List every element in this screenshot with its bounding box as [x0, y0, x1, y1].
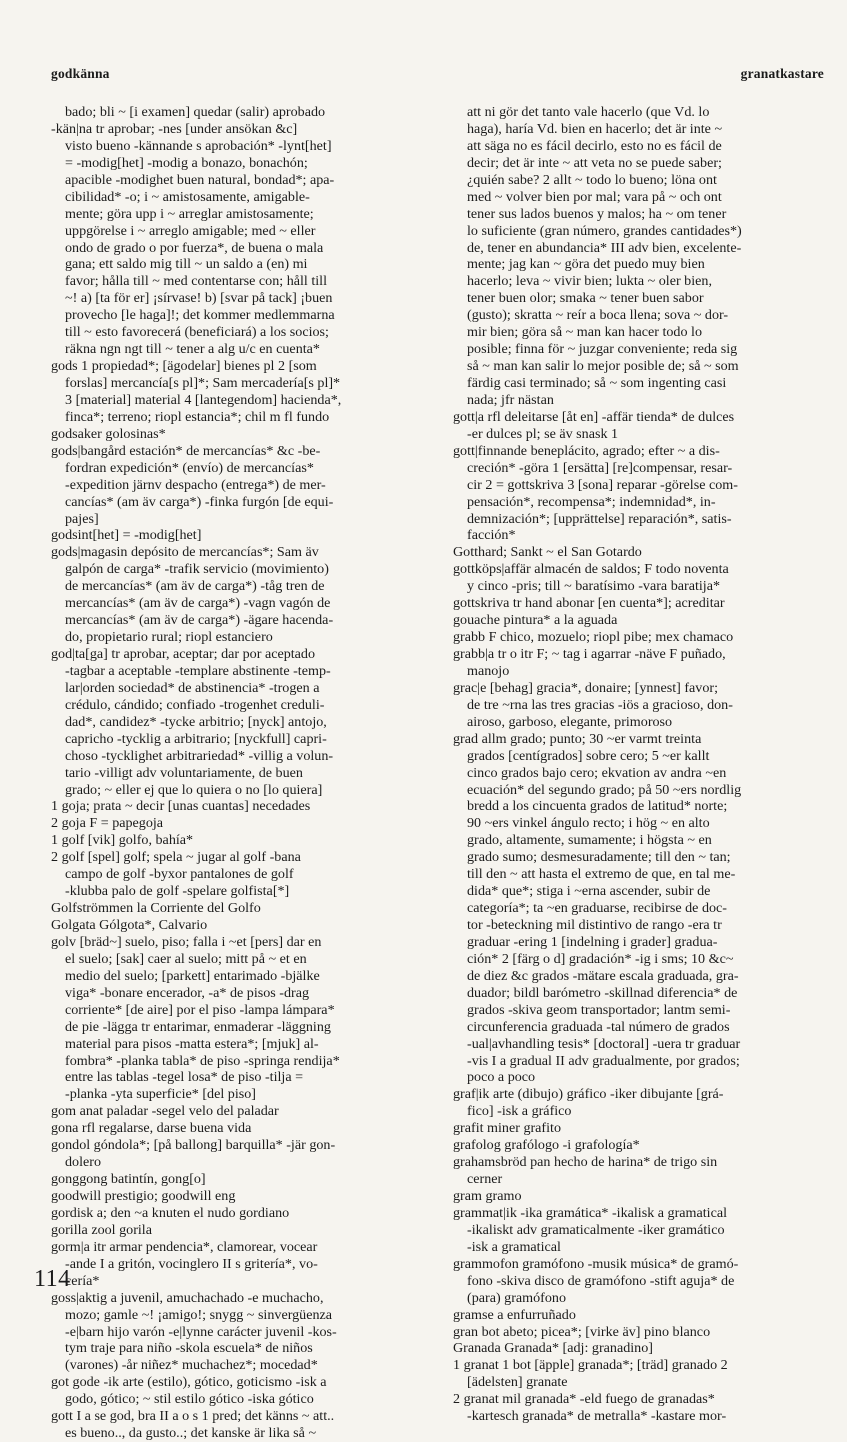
entry-line: el suelo; [sak] caer al suelo; mitt på ~ et en — [65, 950, 307, 967]
right-column — [453, 104, 826, 1425]
entry-line: graf|ik arte (dibujo) gráfico -iker dibujante [grá- — [453, 1086, 724, 1103]
entry-line: tym traje para niño -skola escuela* de niños — [65, 1340, 313, 1357]
entry-line: y cinco -pris; till ~ baratísimo -vara baratija* — [467, 578, 721, 595]
entry-line: gott|finnande beneplácito, agrado; efter ~ a dis- — [453, 442, 720, 459]
left-column — [51, 104, 411, 1442]
entry-line: godsint[het] = -modig[het] — [51, 527, 202, 544]
entry-line: forslas] mercancía[s pl]*; Sam mercadería[s pl]* — [65, 375, 341, 391]
entry-line: grafit miner grafito — [453, 1120, 562, 1137]
entry-line: do, propietario rural; riopl estanciero — [65, 629, 273, 646]
entry-line: nada; jfr nästan — [467, 391, 554, 408]
entry-line: categoría*; ta ~en graduarse, recibirse de doc- — [467, 900, 728, 917]
entry-line: pensación*, recompensa*; indemnidad*, in- — [467, 493, 716, 510]
entry-line: så ~ man kan salir lo mejor posible de; så ~ som — [467, 358, 739, 375]
entry-line: golv [bräd~] suelo, piso; falla i ~et [pers] dar en — [51, 933, 322, 950]
entry-line: grammat|ik -ika gramática* -ikalisk a gramatical — [453, 1204, 728, 1221]
entry-line: mir bien; göra så ~ man kan hacer todo lo — [467, 324, 703, 341]
entry-line: grafolog grafólogo -i grafología* — [453, 1137, 640, 1154]
entry-line: 1 golf [vik] golfo, bahía* — [51, 832, 194, 849]
entry-line: finca*; terreno; riopl estancia*; chil m fl fundo — [65, 408, 330, 425]
entry-line: tener sus lados buenos y malos; ha ~ om tener — [467, 205, 727, 222]
entry-line: Gotthard; Sankt ~ el San Gotardo — [453, 544, 642, 561]
entry-line: -ual|avhandling tesis* [doctoral] -uera tr graduar — [467, 1035, 741, 1052]
entry-line: cancías* (am äv carga*) -finka furgón [de equi- — [65, 493, 334, 510]
entry-line: facción* — [467, 527, 516, 544]
entry-line: ~! a) [ta för er] ¡sírvase! b) [svar på tack] ¡buen — [65, 290, 333, 307]
entry-line: grabb|a tr o itr F; ~ tag i agarrar -näve F puñado, — [453, 646, 726, 662]
entry-line: de mercancías* (am äv de carga*) -tåg tren de — [65, 578, 325, 595]
entry-line: grabb F chico, mozuelo; riopl pibe; mex chamaco — [453, 629, 734, 646]
entry-line: campo de golf -byxor pantalones de golf — [65, 866, 294, 883]
entry-line: visto bueno -kännande s aprobación* -lynt[het] — [65, 137, 332, 154]
entry-line: gram gramo — [453, 1188, 522, 1204]
entry-line: gods|magasin depósito de mercancías*; Sam äv — [51, 544, 319, 561]
entry-line: räkna ngn ngt till ~ tener a alg u/c en cuenta* — [65, 341, 320, 358]
entry-line: 90 ~ers vinkel ángulo recto; i hög ~ en alto — [467, 815, 710, 832]
entry-line: fombra* -planka tabla* de piso -springa rendija* — [65, 1052, 340, 1069]
entry-line: gondol góndola*; [på ballong] barquilla* -jär gon- — [51, 1137, 336, 1154]
entry-line: grado sumo; desmesuradamente; till den ~ tan; — [467, 849, 731, 866]
entry-line: grado; ~ eller ej que lo quiera o no [lo quiera] — [65, 781, 323, 798]
entry-line: mozo; gamle ~! ¡amigo!; snygg ~ sinvergüenza — [65, 1306, 333, 1323]
entry-line: grad allm grado; punto; 30 ~er varmt treinta — [453, 730, 702, 747]
entry-line: ecuación* del segundo grado; på 50 ~ers nordlig — [467, 781, 742, 798]
entry-line: Granada Granada* [adj: granadino] — [453, 1340, 653, 1357]
entry-line: graduar -ering 1 [indelning i grader] gradua- — [467, 933, 718, 950]
entry-line: crédulo, cándido; confiado -trogenhet creduli- — [65, 696, 325, 713]
entry-line: dolero — [65, 1154, 102, 1171]
entry-line: godsaker golosinas* — [51, 425, 166, 442]
entry-line: fordran expedición* (envío) de mercancías* — [65, 459, 314, 476]
entry-line: -tagbar a aceptable -templare abstinente -temp- — [65, 662, 331, 679]
entry-line: -ikaliskt adv gramaticalmente -iker gramático — [467, 1221, 725, 1238]
entry-line: demnización*; [upprättelse] reparación*, satis- — [467, 510, 732, 527]
entry-line: -kän|na tr aprobar; -nes [under ansökan &c] — [51, 120, 298, 137]
entry-line: gran bot abeto; picea*; [virke äv] pino blanco — [453, 1323, 711, 1340]
entry-line: (para) gramófono — [467, 1289, 567, 1306]
entry-line: lo suficiente (gran número, grandes cantidades*) — [467, 222, 742, 239]
entry-line: airoso, garboso, elegante, primoroso — [467, 713, 673, 730]
entry-line: de diez &c grados -mätare escala graduada, gra- — [467, 967, 739, 984]
entry-line: haga), haría Vd. bien en hacerlo; det är inte ~ — [467, 120, 723, 137]
entry-line: hacerlo; leva ~ vivir bien; lukta ~ oler bien, — [467, 273, 712, 290]
entry-line: de pie -lägga tr entarimar, enmaderar -läggning — [65, 1018, 331, 1035]
entry-line: ¿quién sabe? 2 allt ~ todo lo bueno; löna ont — [467, 171, 717, 188]
entry-line: mente; göra upp i ~ arreglar amistosamente; — [65, 205, 314, 222]
entry-line: uppgörelse i ~ arreglo amigable; med ~ eller — [65, 222, 316, 239]
entry-line: 1 granat 1 bot [äpple] granada*; [träd] granado 2 — [453, 1357, 728, 1374]
entry-line: apacible -modighet buen natural, bondad*; apa- — [65, 171, 335, 188]
entry-line: färdig casi terminado; så ~ som ingenting casi — [467, 375, 727, 391]
entry-line: posible; finna för ~ juzgar conveniente; reda sig — [467, 341, 738, 358]
entry-line: creción* -göra 1 [ersätta] [re]compensar, resar- — [467, 459, 733, 476]
entry-line: de, tener en abundancia* III adv bien, excelente- — [467, 239, 742, 256]
entry-line: med ~ volver bien por mal; vara på ~ och ont — [467, 188, 722, 205]
entry-line: till ~ esto favorecerá (beneficiará) a los socios; — [65, 324, 329, 341]
entry-line: ondo de grado o por fuerza*, de buena o mala — [65, 239, 324, 256]
entry-line: material para pisos -matta estera*; [mjuk] al- — [65, 1035, 319, 1052]
entry-line: tor -beteckning mil distintivo de rango -era tr — [467, 917, 722, 933]
entry-line: godo, gótico; ~ stil estilo gótico -iska gótico — [65, 1391, 314, 1408]
entry-line: grado, altamente, sumamente; i högsta ~ en — [467, 832, 712, 849]
entry-line: god|ta[ga] tr aprobar, aceptar; dar por aceptado — [51, 646, 316, 662]
entry-line: favor; hålla till ~ med contentarse con; håll till — [65, 273, 328, 290]
entry-line: mercancías* (am äv de carga*) -vagn vagón de — [65, 595, 331, 612]
entry-line: viga* -bonare encerador, -a* de pisos -drag — [65, 984, 310, 1001]
entry-line: grahamsbröd pan hecho de harina* de trigo sin — [453, 1154, 718, 1171]
entry-line: ción* 2 [färg o d] gradación* -ig i sms; 10 &c~ — [467, 950, 734, 967]
entry-line: entre las tablas -tegel losa* de piso -tilja = — [65, 1069, 304, 1086]
entry-line: grammofon gramófono -musik música* de gramó- — [453, 1255, 739, 1272]
entry-line: -ande I a gritón, vocinglero II s gritería*, vo- — [65, 1255, 318, 1272]
entry-line: bredd a los cincuenta grados de latitud* norte; — [467, 798, 728, 815]
entry-line: goodwill prestigio; goodwill eng — [51, 1188, 236, 1204]
entry-line: -isk a gramatical — [467, 1238, 561, 1255]
entry-line: bado; bli ~ [i examen] quedar (salir) aprobado — [65, 104, 326, 120]
entry-line: gordisk a; den ~a knuten el nudo gordiano — [51, 1204, 290, 1221]
entry-line: grac|e [behag] gracia*, donaire; [ynnest] favor; — [453, 679, 718, 696]
entry-line: gott I a se god, bra II a o s 1 pred; det känns ~ att.. — [51, 1408, 335, 1425]
entry-line: gorilla zool gorila — [51, 1221, 152, 1238]
entry-line: goss|aktig a juvenil, amuchachado -e muchacho, — [51, 1289, 324, 1306]
entry-line: Golgata Gólgota*, Calvario — [51, 917, 208, 933]
entry-line: gana; ett saldo mig till ~ un saldo a (en) mi — [65, 256, 308, 273]
entry-line: pajes] — [65, 510, 99, 527]
entry-line: 3 [material] material 4 [lantegendom] hacienda*, — [65, 391, 342, 408]
entry-line: gona rfl regalarse, darse buena vida — [51, 1120, 252, 1137]
entry-line: dida* que*; stiga i ~erna ascender, subir de — [467, 883, 711, 900]
entry-line: att säga no es fácil decirlo, esto no es fácil de — [467, 137, 722, 154]
entry-line: Golfströmmen la Corriente del Golfo — [51, 900, 261, 917]
entry-line: duador; bildl barómetro -skillnad diferencia* de — [467, 984, 738, 1001]
entry-line: = -modig[het] -modig a bonazo, bonachón; — [65, 154, 308, 171]
entry-line: -e|barn hijo varón -e|lynne carácter juvenil -kos- — [65, 1323, 337, 1340]
entry-line: gom anat paladar -segel velo del paladar — [51, 1103, 279, 1120]
entry-line: cería* — [65, 1272, 100, 1289]
entry-line: 2 granat mil granada* -eld fuego de granadas* — [453, 1391, 715, 1408]
entry-line: (varones) -år niñez* muchachez*; mocedad* — [65, 1357, 318, 1374]
entry-line: cir 2 = gottskriva 3 [sona] reparar -görelse com- — [467, 476, 738, 493]
entry-line: capricho -tycklig a arbitrario; [nyckfull] capri- — [65, 730, 327, 747]
entry-line: grados -skiva geom transportador; lantm semi- — [467, 1001, 731, 1018]
entry-line: fico] -isk a gráfico — [467, 1103, 572, 1120]
entry-line: got gode -ik arte (estilo), gótico, goticismo -isk a — [51, 1374, 327, 1391]
entry-line: cibilidad* -o; i ~ amistosamente, amigable- — [65, 188, 310, 205]
entry-line: decir; det är inte ~ att veta no se puede saber; — [467, 154, 722, 171]
entry-line: cerner — [467, 1171, 503, 1188]
page-number: 114 — [34, 1266, 71, 1292]
entry-line: -vis I a gradual II adv gradualmente, por grados; — [467, 1052, 740, 1069]
entry-line: [ädelsten] granate — [467, 1374, 568, 1391]
entry-line: medio del suelo; [parkett] entarimado -bjälke — [65, 967, 320, 984]
entry-line: mercancías* (am äv de carga*) -ägare hacenda- — [65, 612, 334, 629]
entry-line: 2 goja F = papegoja — [51, 815, 164, 832]
entry-line: grados [centígrados] sobre cero; 5 ~er kallt — [467, 747, 710, 764]
entry-line: tener buen olor; smaka ~ tener buen sabor — [467, 290, 704, 307]
entry-line: mente; jag kan ~ göra det puedo muy bien — [467, 256, 705, 273]
entry-line: manojo — [467, 662, 510, 679]
entry-line: corriente* [de aire] por el piso -lampa lámpara* — [65, 1001, 335, 1018]
entry-line: -kartesch granada* de metralla* -kastare mor- — [467, 1408, 727, 1425]
entry-line: till den ~ att hasta el extremo de que, en tal me- — [467, 866, 736, 883]
entry-line: gott|a rfl deleitarse [åt en] -affär tienda* de dulces — [453, 408, 735, 425]
entry-line: gouache pintura* a la aguada — [453, 612, 618, 629]
entry-line: galpón de carga* -trafik servicio (movimiento) — [65, 561, 329, 578]
entry-line: tario -villigt adv voluntariamente, de buen — [65, 764, 303, 781]
entry-line: gottskriva tr hand abonar [en cuenta*]; acreditar — [453, 595, 725, 612]
entry-line: gorm|a itr armar pendencia*, clamorear, vocear — [51, 1238, 318, 1255]
entry-line: circunferencia graduada -tal número de grados — [467, 1018, 730, 1035]
entry-line: es bueno.., da gusto..; det kanske är lika så ~ — [65, 1425, 317, 1442]
entry-line: de tre ~rna las tres gracias -iös a gracioso, don- — [467, 696, 733, 713]
running-head-right: granatkastare — [740, 66, 824, 81]
entry-line: gramse a enfurruñado — [453, 1306, 576, 1323]
entry-line: dad*, candidez* -tycke arbitrio; [nyck] antojo, — [65, 713, 327, 730]
entry-line: lar|orden sociedad* de abstinencia* -trogen a — [65, 679, 320, 696]
entry-line: gottköps|affär almacén de saldos; F todo noventa — [453, 561, 729, 578]
entry-line: -er dulces pl; se äv snask 1 — [467, 425, 619, 442]
entry-line: -klubba palo de golf -spelare golfista[*] — [65, 883, 290, 900]
entry-line: 1 goja; prata ~ decir [unas cuantas] necedades — [51, 798, 311, 815]
entry-line: poco a poco — [467, 1069, 536, 1086]
entry-line: 2 golf [spel] golf; spela ~ jugar al golf -bana — [51, 849, 301, 866]
running-head-left: godkänna — [51, 66, 110, 81]
entry-line: fono -skiva disco de gramófono -stift aguja* de — [467, 1272, 735, 1289]
entry-line: (gusto); skratta ~ reír a boca llena; sova ~ dor- — [467, 307, 729, 324]
entry-line: cinco grados bajo cero; ekvation av andra ~en — [467, 764, 727, 781]
entry-line: provecho [le haga]!; det kommer medlemmarna — [65, 307, 335, 324]
entry-line: gods|bangård estación* de mercancías* &c -be- — [51, 442, 321, 459]
entry-line: -planka -yta superficie* [del piso] — [65, 1086, 256, 1103]
entry-line: choso -tycklighet arbitrariedad* -villig a volun- — [65, 747, 334, 764]
entry-line: -expedition järnv despacho (entrega*) de mer- — [65, 476, 326, 493]
entry-line: att ni gör det tanto vale hacerlo (que Vd. lo — [467, 104, 710, 120]
entry-line: gods 1 propiedad*; [ägodelar] bienes pl 2 [som — [51, 358, 317, 375]
entry-line: gonggong batintín, gong[o] — [51, 1171, 206, 1188]
